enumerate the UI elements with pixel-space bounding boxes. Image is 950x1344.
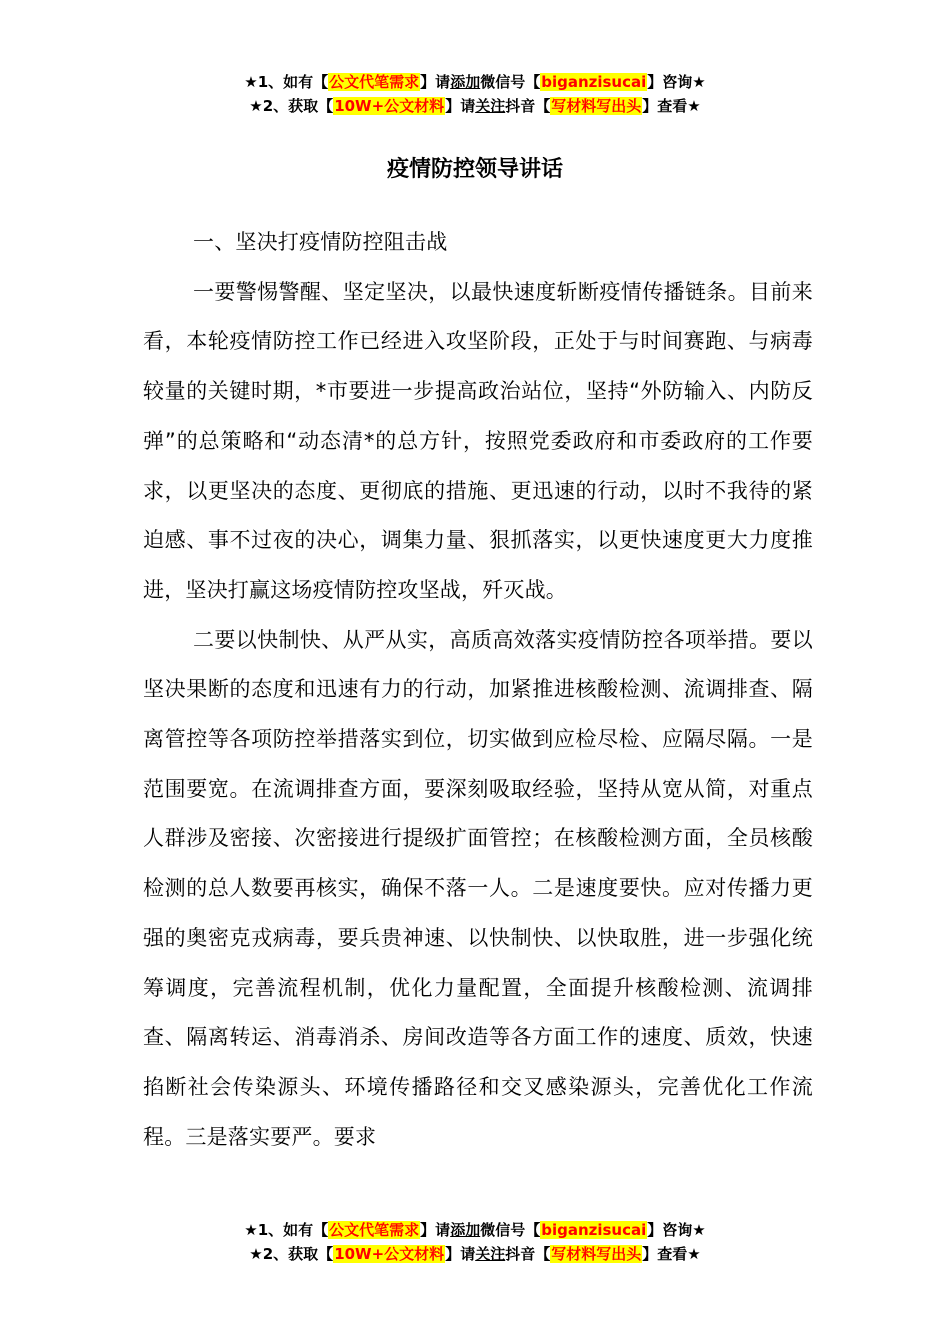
- banner-text: 】查看★: [642, 97, 701, 115]
- document-body: [143, 218, 813, 1162]
- banner-line-1: [0, 1218, 950, 1242]
- section-heading: 一、坚决打疫情防控阻击战: [193, 230, 448, 254]
- banner-text: 】咨询★: [647, 1221, 706, 1239]
- banner-text: 抖音【: [505, 97, 551, 115]
- banner-line-2: [0, 94, 950, 118]
- banner-emphasis: 关注: [475, 1245, 506, 1263]
- banner-text: 】咨询★: [647, 73, 706, 91]
- banner-text: 】请: [420, 1221, 451, 1239]
- banner-highlight: biganzisucai: [541, 1221, 647, 1239]
- banner-text: 】请: [445, 1245, 476, 1263]
- banner-emphasis: 添加: [450, 1221, 481, 1239]
- paragraph: 一要警惕警醒、坚定坚决，以最快速度斩断疫情传播链条。目前来看，本轮疫情防控工作已经进入攻坚阶段，正处于与时间赛跑、与病毒较量的关键时期，*市要进一步提高政治站位，坚持“外防输入、内防反弹”的总策略和“动态清*的总方针，按照党委政府和市委政府的工作要求，以更坚决的态度、更彻底的措施、更迅速的行动，以时不我待的紧迫感、事不过夜的决心，调集力量、狠抓落实，以更快速度更大力度推进，坚决打赢这场疫情防控攻坚战，歼灭战。: [143, 279, 813, 602]
- banner-text: ★2、获取【: [249, 97, 334, 115]
- document-title: 疫情防控领导讲话: [386, 157, 563, 182]
- banner-highlight: 公文代笔需求: [329, 73, 420, 91]
- banner-text: ★1、如有【: [244, 73, 329, 91]
- banner-highlight: 写材料写出头: [551, 1245, 642, 1263]
- banner-line-1: [0, 70, 950, 94]
- banner-highlight: biganzisucai: [541, 73, 647, 91]
- banner-text: ★2、获取【: [249, 1245, 334, 1263]
- banner-text: ★1、如有【: [244, 1221, 329, 1239]
- banner-emphasis: 关注: [475, 97, 506, 115]
- banner-text: 微信号【: [480, 73, 541, 91]
- banner-highlight: 公文代笔需求: [329, 1221, 420, 1239]
- banner-text: 】请: [420, 73, 451, 91]
- banner-emphasis: 添加: [450, 73, 481, 91]
- header-banner: [0, 70, 950, 118]
- banner-text: 微信号【: [480, 1221, 541, 1239]
- banner-highlight: 写材料写出头: [551, 97, 642, 115]
- banner-text: 】查看★: [642, 1245, 701, 1263]
- banner-line-2: [0, 1242, 950, 1266]
- banner-highlight: 10W+公文材料: [334, 97, 445, 115]
- paragraph: 二要以快制快、从严从实，高质高效落实疫情防控各项举措。要以坚决果断的态度和迅速有力的行动，加紧推进核酸检测、流调排查、隔离管控等各项防控举措落实到位，切实做到应检尽检、应隔尽隔。一是范围要宽。在流调排查方面，要深刻吸取经验，坚持从宽从简，对重点人群涉及密接、次密接进行提级扩面管控；在核酸检测方面，全员核酸检测的总人数要再核实，确保不落一人。二是速度要快。应对传播力更强的奥密克戎病毒，要兵贵神速、以快制快、以快取胜，进一步强化统筹调度，完善流程机制，优化力量配置，全面提升核酸检测、流调排查、隔离转运、消毒消杀、房间改造等各方面工作的速度、质效，快速掐断社会传染源头、环境传播路径和交叉感染源头，完善优化工作流程。三是落实要严。要求: [143, 627, 813, 1149]
- banner-highlight: 10W+公文材料: [334, 1245, 445, 1263]
- banner-text: 】请: [445, 97, 476, 115]
- footer-banner: [0, 1218, 950, 1266]
- banner-text: 抖音【: [505, 1245, 551, 1263]
